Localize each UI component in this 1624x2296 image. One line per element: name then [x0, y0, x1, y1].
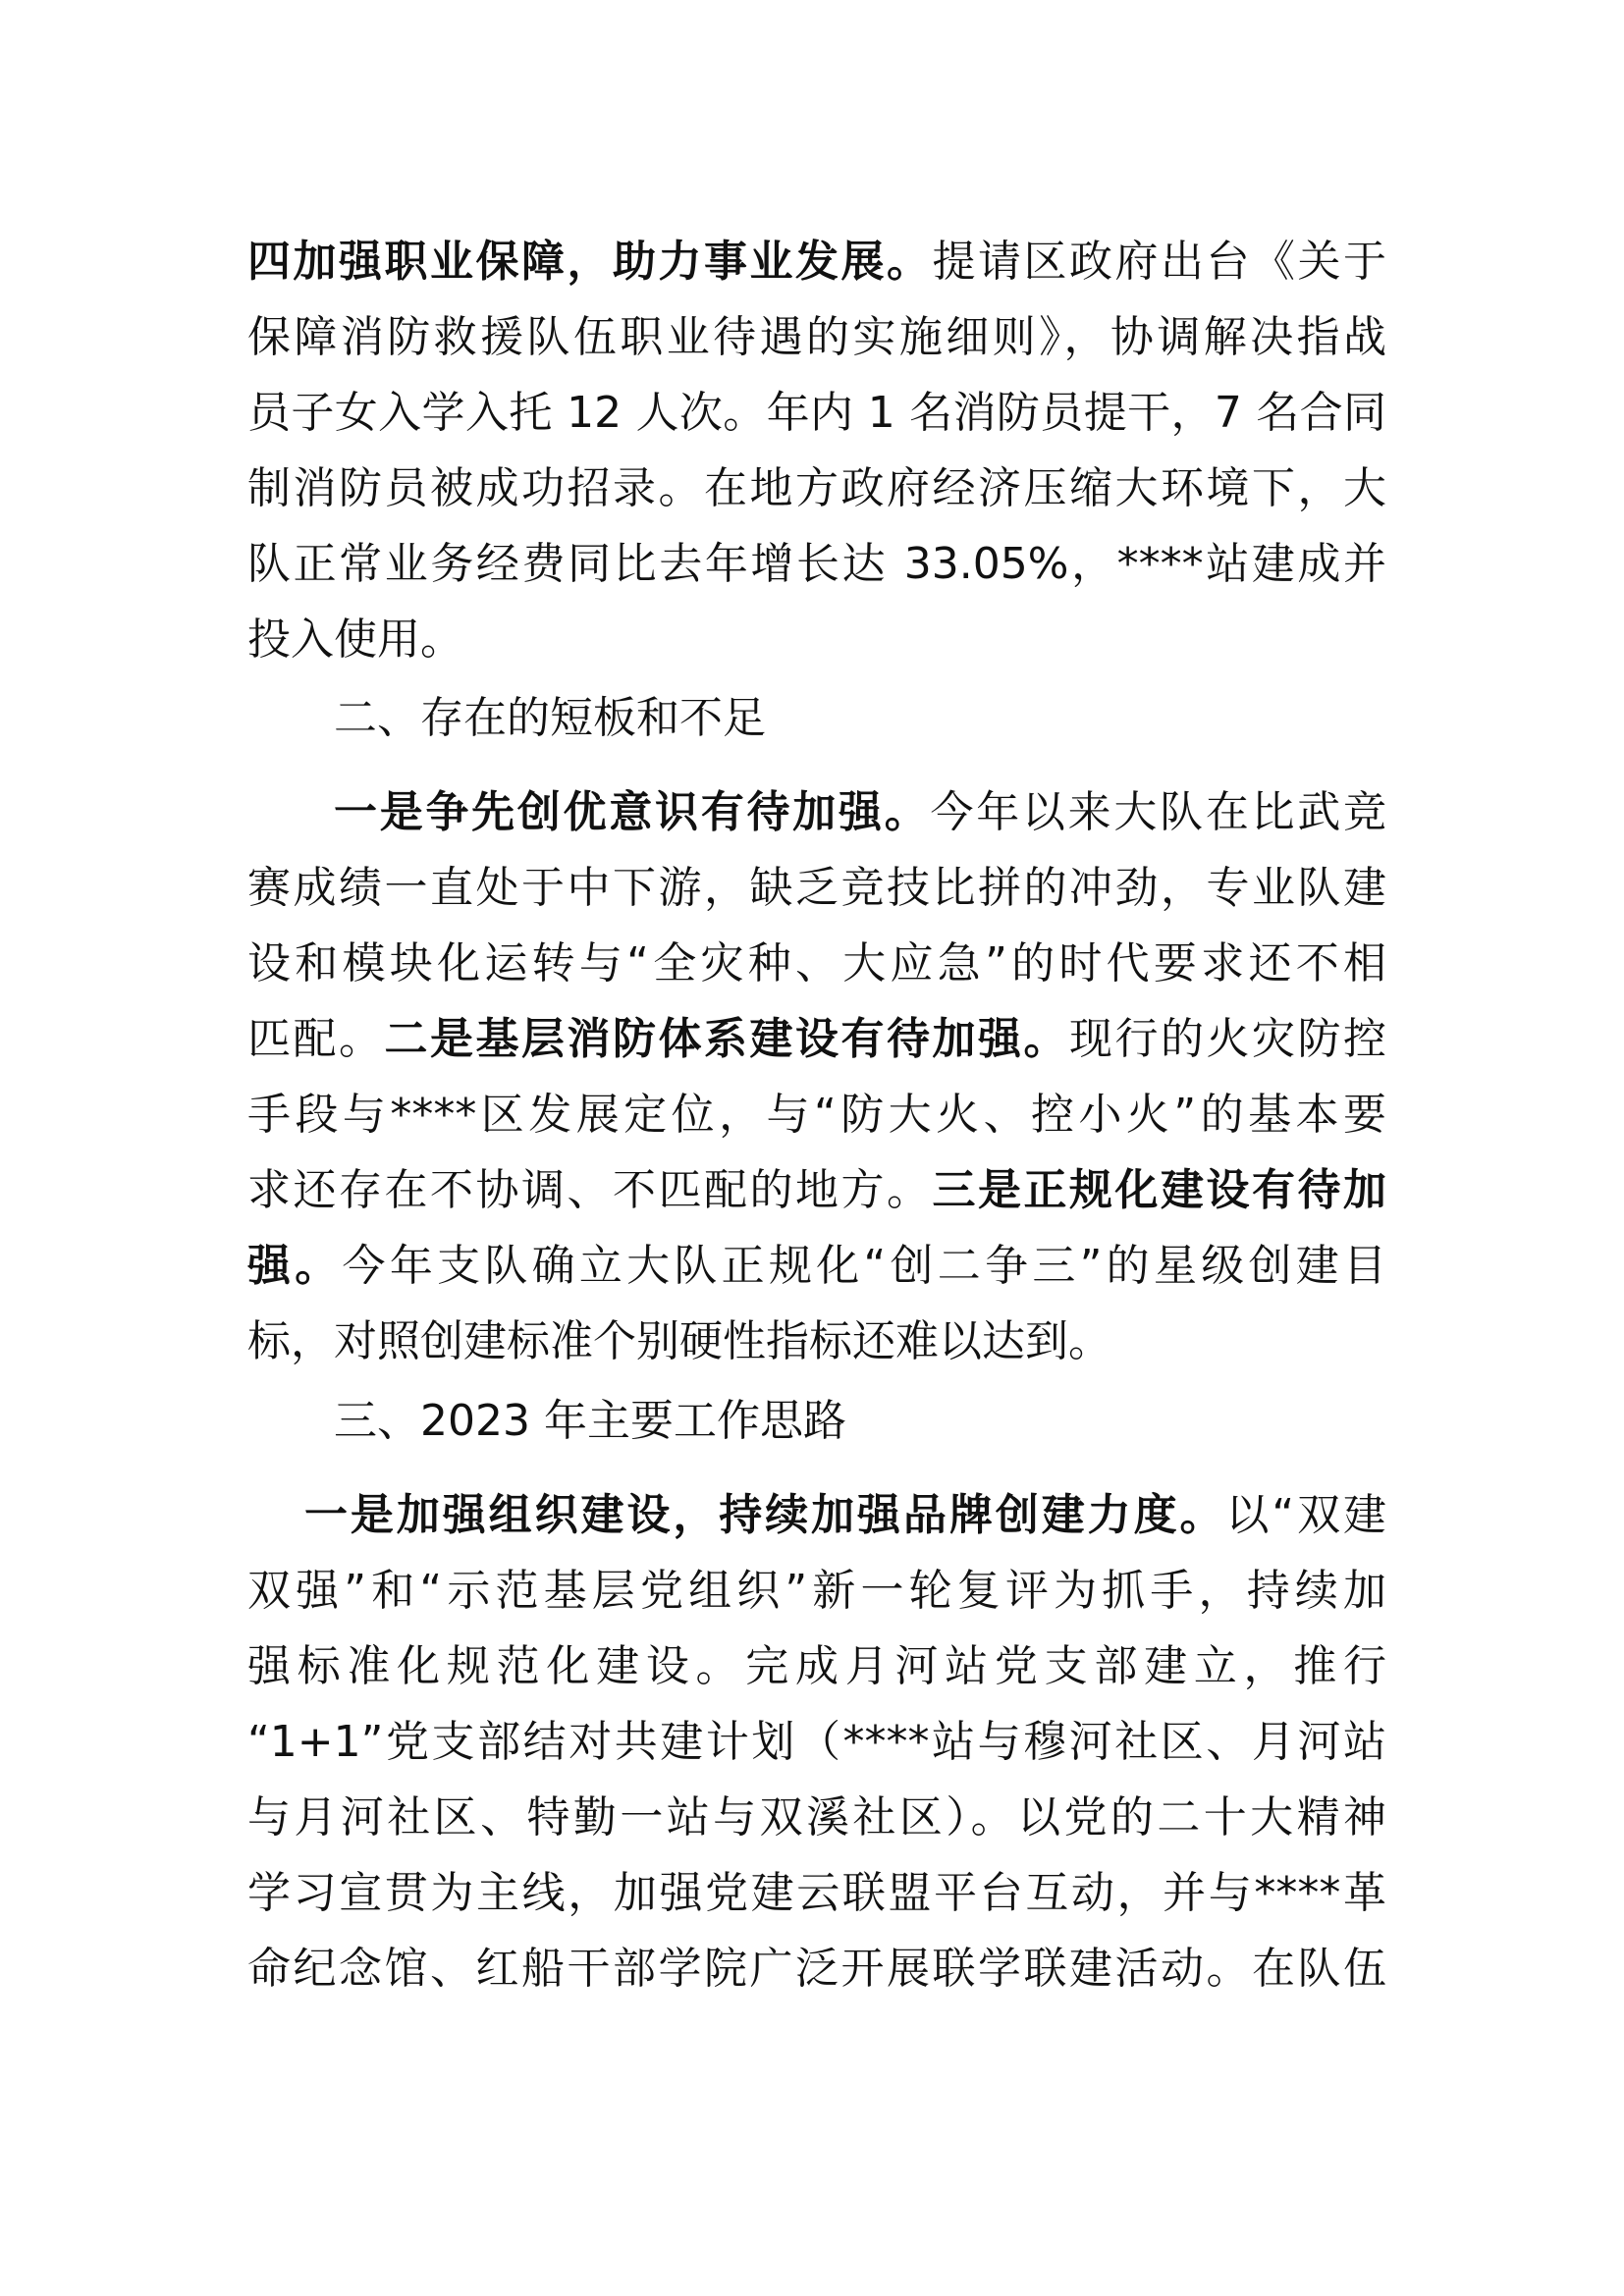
section-heading-2: 二、存在的短板和不足	[334, 693, 766, 743]
paragraph-1-line-3: 员子女入学入托 12 人次。年内 1 名消防员提干，7 名合同	[247, 388, 1386, 438]
paragraph-3-line-6: 学习宣贯为主线，加强党建云联盟平台互动，并与****革	[247, 1868, 1386, 1918]
paragraph-3-line-2: 双强”和“示范基层党组织”新一轮复评为抓手，持续加	[247, 1566, 1386, 1616]
text-run: 今年以来大队在比武竞	[930, 787, 1386, 837]
paragraph-1-line-6: 投入使用。	[247, 614, 463, 665]
bold-heading: 四加强职业保障，助力事业发展。	[247, 237, 933, 287]
paragraph-2-line-3: 设和模块化运转与“全灾种、大应急”的时代要求还不相	[247, 938, 1386, 988]
text-run: 提请区政府出台《关于	[932, 237, 1386, 287]
paragraph-3-line-1	[304, 1486, 1386, 1545]
paragraph-1-line-5: 队正常业务经费同比去年增长达 33.05%，****站建成并	[247, 539, 1386, 589]
paragraph-1-line-2: 保障消防救援队伍职业待遇的实施细则》，协调解决指战	[247, 312, 1386, 362]
bold-heading: 二是基层消防体系建设有待加强。	[384, 1014, 1069, 1064]
text-run: 以“双建	[1225, 1490, 1386, 1540]
bold-heading: 三是正规化建设有待加	[932, 1165, 1386, 1215]
paragraph-1-line-1	[247, 233, 1386, 292]
paragraph-2-line-2: 赛成绩一直处于中下游，缺乏竞技比拼的冲劲，专业队建	[247, 863, 1386, 913]
section-heading-3: 三、2023 年主要工作思路	[334, 1396, 846, 1446]
text-run: 求还存在不协调、不匹配的地方。	[247, 1165, 933, 1215]
paragraph-2-line-8: 标，对照创建标准个别硬性指标还难以达到。	[247, 1316, 1111, 1366]
bold-heading: 一是加强组织建设，持续加强品牌创建力度。	[304, 1490, 1226, 1540]
paragraph-2-line-5: 手段与****区发展定位，与“防大火、控小火”的基本要	[247, 1090, 1386, 1140]
text-run: 现行的火灾防控	[1069, 1014, 1386, 1064]
paragraph-3-line-4: “1+1”党支部结对共建计划（****站与穆河社区、月河站	[247, 1717, 1386, 1767]
paragraph-3-line-3: 强标准化规范化建设。完成月河站党支部建立，推行	[247, 1641, 1386, 1691]
paragraph-2-line-7	[247, 1237, 1386, 1296]
bold-heading: 一是争先创优意识有待加强。	[334, 787, 931, 837]
bold-heading: 强。	[247, 1241, 343, 1291]
paragraph-3-line-5: 与月河社区、特勤一站与双溪社区）。以党的二十大精神	[247, 1792, 1386, 1842]
paragraph-2-line-1	[334, 783, 1386, 842]
text-run: 今年支队确立大队正规化“创二争三”的星级创建目	[342, 1241, 1386, 1291]
text-run: 匹配。	[247, 1014, 385, 1064]
paragraph-1-line-4: 制消防员被成功招录。在地方政府经济压缩大环境下，大	[247, 463, 1386, 513]
paragraph-2-line-6	[247, 1161, 1386, 1220]
paragraph-2-line-4	[247, 1010, 1386, 1069]
paragraph-3-line-7: 命纪念馆、红船干部学院广泛开展联学联建活动。在队伍	[247, 1944, 1386, 1994]
